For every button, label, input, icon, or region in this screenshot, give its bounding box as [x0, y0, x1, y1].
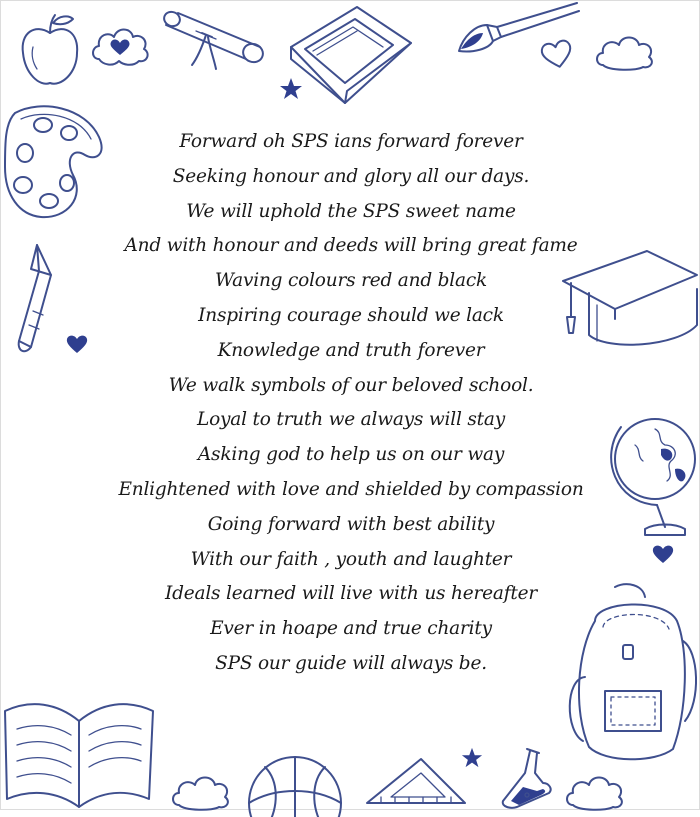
star-icon: [279, 77, 303, 101]
poem-line: We will uphold the SPS sweet name: [186, 200, 516, 222]
poem-line: We walk symbols of our beloved school.: [168, 374, 534, 396]
basketball-icon: [245, 747, 345, 817]
poem-line: Going forward with best ability: [207, 513, 495, 535]
open-book-icon: [1, 691, 161, 811]
poem-line: Loyal to truth we always will stay: [197, 409, 505, 431]
flask-icon: [497, 743, 557, 811]
diploma-scroll-icon: [156, 7, 276, 87]
poem-line: Asking god to help us on our way: [197, 444, 505, 466]
heart-icon: [539, 37, 575, 71]
poem-line: Enlightened with love and shielded by compassion: [118, 478, 584, 500]
poem-line: Forward oh SPS ians forward forever: [179, 131, 523, 152]
book-icon: [287, 3, 417, 107]
star-icon: [461, 747, 483, 769]
poem-line: Inspiring courage should we lack: [198, 304, 504, 326]
poem-line: With our faith , youth and laughter: [190, 548, 512, 570]
heart-cloud-icon: [89, 21, 151, 69]
poem-line: Knowledge and truth forever: [217, 339, 485, 361]
triangle-ruler-icon: [361, 753, 471, 813]
pencil-icon: [11, 241, 61, 359]
cloud-icon: [593, 27, 657, 71]
poem-line: Seeking honour and glory all our days.: [172, 165, 530, 187]
poem-line: SPS our guide will always be.: [215, 652, 487, 674]
poem-line: And with honour and deeds will bring great fame: [124, 235, 578, 257]
apple-icon: [15, 11, 85, 91]
heart-icon: [651, 543, 675, 565]
cloud-icon: [563, 765, 629, 811]
poem-line: Ever in hoape and true charity: [210, 618, 492, 640]
poem-line: Ideals learned will live with us hereafter: [165, 583, 537, 605]
poem-text: [61, 125, 641, 682]
cloud-icon: [169, 765, 235, 811]
poem-line: Waving colours red and black: [214, 270, 488, 292]
